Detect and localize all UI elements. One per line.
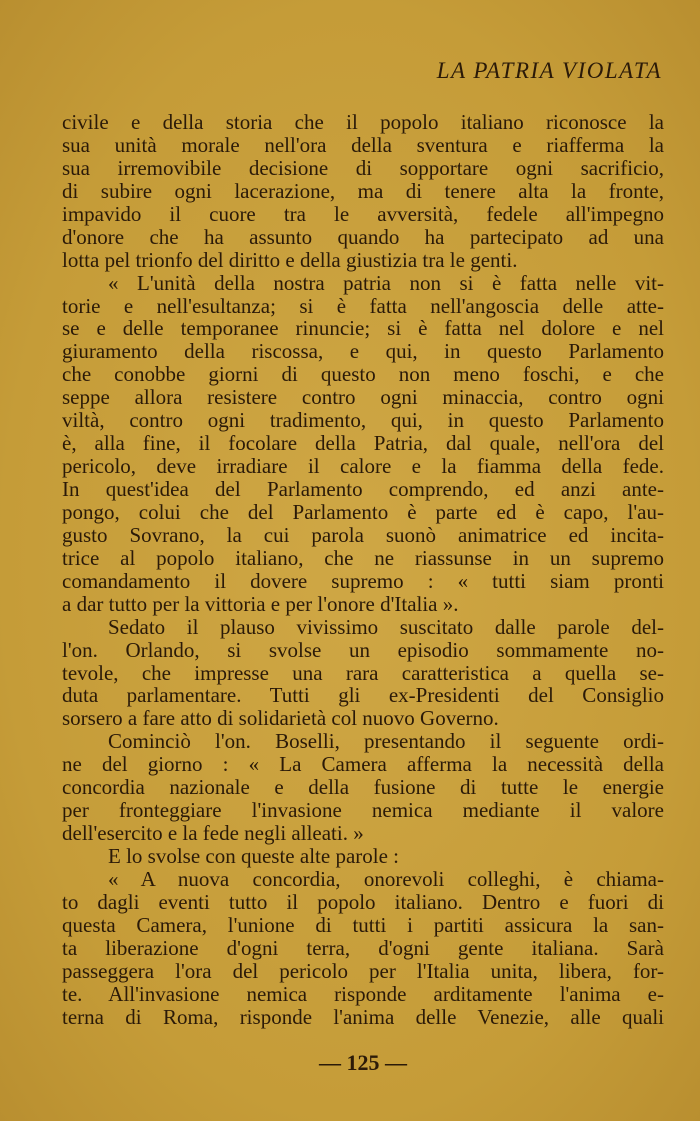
text-line: E lo svolse con queste alte parole : (108, 844, 399, 868)
text-line: seppe allora resistere contro ogni minaccia, contro ogni (62, 385, 664, 410)
text-line: concordia nazionale e della fusione di tutte le energie (62, 775, 664, 800)
text-line: civile e della storia che il popolo italiano riconosce la (62, 110, 664, 134)
text-line: duta parlamentare. Tutti gli ex-Presidenti del Consiglio (62, 683, 664, 708)
text-line: In quest'idea del Parlamento comprendo, ed anzi ante- (62, 477, 664, 501)
text-line: terna di Roma, risponde l'anima delle Venezie, alle quali (62, 1004, 664, 1029)
text-line: dell'esercito e la fede negli alleati. » (62, 821, 364, 846)
page-number: — 125 — (319, 1050, 407, 1075)
text-line: sua irremovibile decisione di sopportare ogni sacrificio, (62, 155, 664, 180)
body-text (62, 111, 664, 1029)
text-line: questa Camera, l'unione di tutti i partiti assicura la san- (62, 912, 664, 937)
text-line: d'onore che ha assunto quando ha partecipato ad una (62, 224, 664, 249)
text-line: giuramento della riscossa, e qui, in questo Parlamento (62, 339, 664, 364)
text-line: impavido il cuore tra le avversità, fedele all'impegno (62, 201, 664, 226)
text-line: te. All'invasione nemica risponde arditamente l'anima e- (62, 981, 664, 1006)
text-line: lotta pel trionfo del diritto e della giustizia tra le genti. (62, 247, 518, 272)
text-line: a dar tutto per la vittoria e per l'onore d'Italia ». (62, 591, 459, 616)
running-header: LA PATRIA VIOLATA (436, 58, 662, 83)
text-line: pongo, colui che del Parlamento è parte ed è capo, l'au- (62, 499, 664, 524)
text-line: l'on. Orlando, si svolse un episodio sommamente no- (62, 637, 664, 662)
text-line: ta liberazione d'ogni terra, d'ogni gente italiana. Sarà (62, 935, 664, 960)
text-line: ne del giorno : « La Camera afferma la necessità della (62, 752, 664, 777)
text-line: è, alla fine, il focolare della Patria, dal quale, nell'ora del (62, 431, 664, 456)
text-line: torie e nell'esultanza; si è fatta nell'angoscia delle atte- (62, 293, 664, 318)
text-line: passeggera l'ora del pericolo per l'Italia unita, libera, for- (62, 958, 664, 983)
text-line: che conobbe giorni di questo non meno foschi, e che (62, 362, 664, 387)
text-line: sua unità morale nell'ora della sventura e riafferma la (62, 132, 664, 157)
text-line: « A nuova concordia, onorevoli colleghi, è chiama- (108, 866, 664, 891)
text-line: pericolo, deve irradiare il calore e la fiamma della fede. (62, 454, 664, 479)
text-line: gusto Sovrano, la cui parola suonò animatrice ed incita- (62, 522, 664, 547)
text-line: trice al popolo italiano, che ne riassunse in un supremo (62, 545, 664, 570)
text-line: tevole, che impresse una rara caratteristica a quella se- (62, 660, 664, 685)
text-line: Cominciò l'on. Boselli, presentando il seguente ordi- (108, 729, 664, 754)
text-line: comandamento il dovere supremo : « tutti siam pronti (62, 568, 664, 593)
text-line: Sedato il plauso vivissimo suscitato dalle parole del- (108, 614, 664, 639)
text-line: sorsero a fare atto di solidarietà col nuovo Governo. (62, 706, 499, 731)
text-line: se e delle temporanee rinuncie; si è fatta nel dolore e nel (62, 316, 664, 341)
text-line: per fronteggiare l'invasione nemica mediante il valore (62, 798, 664, 823)
text-line: viltà, contro ogni tradimento, qui, in questo Parlamento (62, 408, 664, 433)
text-line: « L'unità della nostra patria non si è fatta nelle vit- (108, 270, 664, 295)
text-line: di subire ogni lacerazione, ma di tenere alta la fronte, (62, 178, 664, 203)
text-line: to dagli eventi tutto il popolo italiano. Dentro e fuori di (62, 889, 664, 914)
